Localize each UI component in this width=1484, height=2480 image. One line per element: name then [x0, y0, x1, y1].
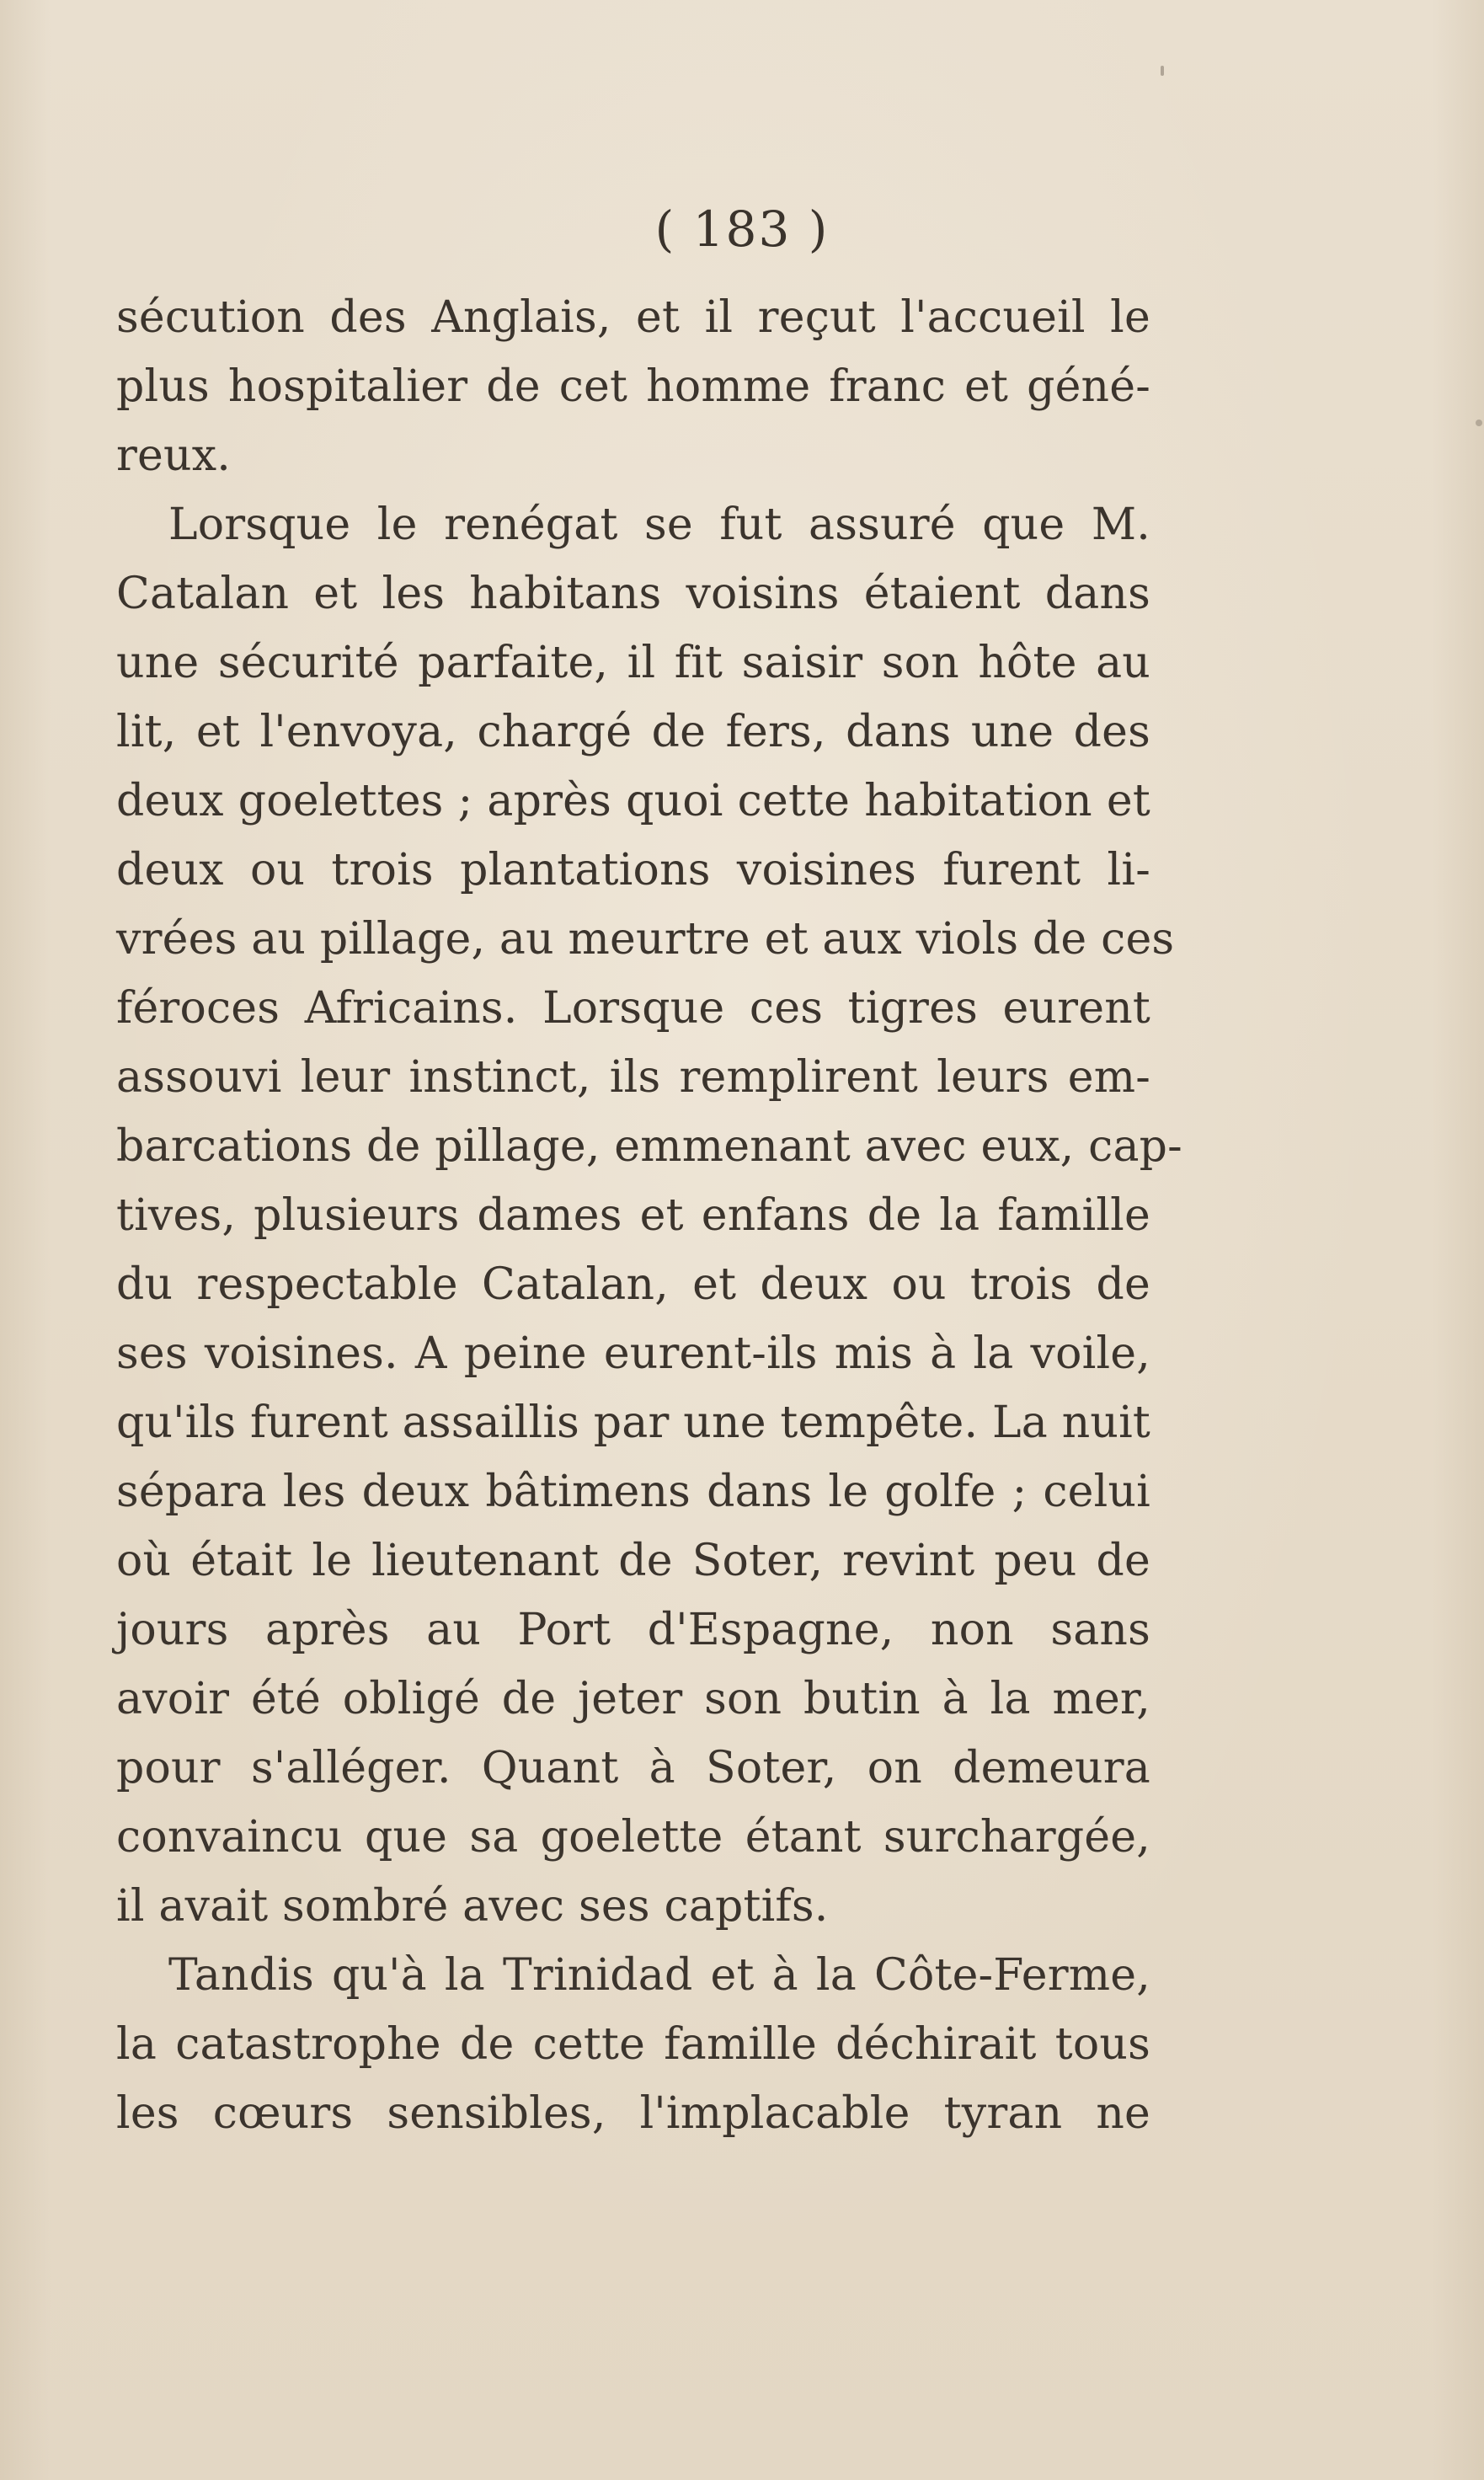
text-line: deux goelettes ; après quoi cette habitation et — [116, 776, 1150, 826]
text-line: féroces Africains. Lorsque ces tigres eurent — [116, 983, 1150, 1034]
text-line: Catalan et les habitans voisins étaient dans — [116, 569, 1150, 619]
text-line: Lorsque le renégat se fut assuré que M. — [168, 500, 1150, 550]
text-line: la catastrophe de cette famille déchirait tous — [116, 2019, 1150, 2070]
paper-speck — [1476, 420, 1482, 426]
text-line: jours après au Port d'Espagne, non sans — [116, 1605, 1150, 1655]
text-line: tives, plusieurs dames et enfans de la famille — [116, 1190, 1150, 1241]
text-line: du respectable Catalan, et deux ou trois de — [116, 1259, 1150, 1310]
text-line: barcations de pillage, emmenant avec eux, cap- — [116, 1121, 1182, 1172]
text-line: assouvi leur instinct, ils remplirent leurs em- — [116, 1052, 1150, 1103]
text-line: sépara les deux bâtimens dans le golfe ; celui — [116, 1467, 1150, 1517]
body-text — [116, 283, 1182, 2148]
text-line: lit, et l'envoya, chargé de fers, dans une des — [116, 707, 1150, 757]
text-line: avoir été obligé de jeter son butin à la mer, — [116, 1674, 1150, 1724]
text-line: une sécurité parfaite, il fit saisir son hôte au — [116, 638, 1150, 688]
page-number: ( 183 ) — [654, 200, 830, 258]
text-line: ses voisines. A peine eurent-ils mis à la voile, — [116, 1328, 1150, 1379]
text-line: pour s'alléger. Quant à Soter, on demeura — [116, 1743, 1150, 1793]
text-line: convaincu que sa goelette étant surchargée, — [116, 1812, 1150, 1863]
paper-speck — [1161, 66, 1164, 76]
text-line: deux ou trois plantations voisines furent li- — [116, 845, 1150, 895]
text-line: plus hospitalier de cet homme franc et géné- — [116, 361, 1150, 412]
text-line: où était le lieutenant de Soter, revint peu de — [116, 1536, 1150, 1586]
text-line: Tandis qu'à la Trinidad et à la Côte-Ferme, — [168, 1950, 1150, 2001]
text-line: sécution des Anglais, et il reçut l'accueil le — [116, 292, 1150, 343]
text-line: vrées au pillage, au meurtre et aux viols de ces — [116, 914, 1175, 965]
text-line: les cœurs sensibles, l'implacable tyran ne — [116, 2088, 1150, 2139]
text-line: qu'ils furent assaillis par une tempête. La nuit — [116, 1398, 1150, 1448]
text-line: il avait sombré avec ses captifs. — [116, 1881, 829, 1932]
text-line: reux. — [116, 430, 231, 481]
